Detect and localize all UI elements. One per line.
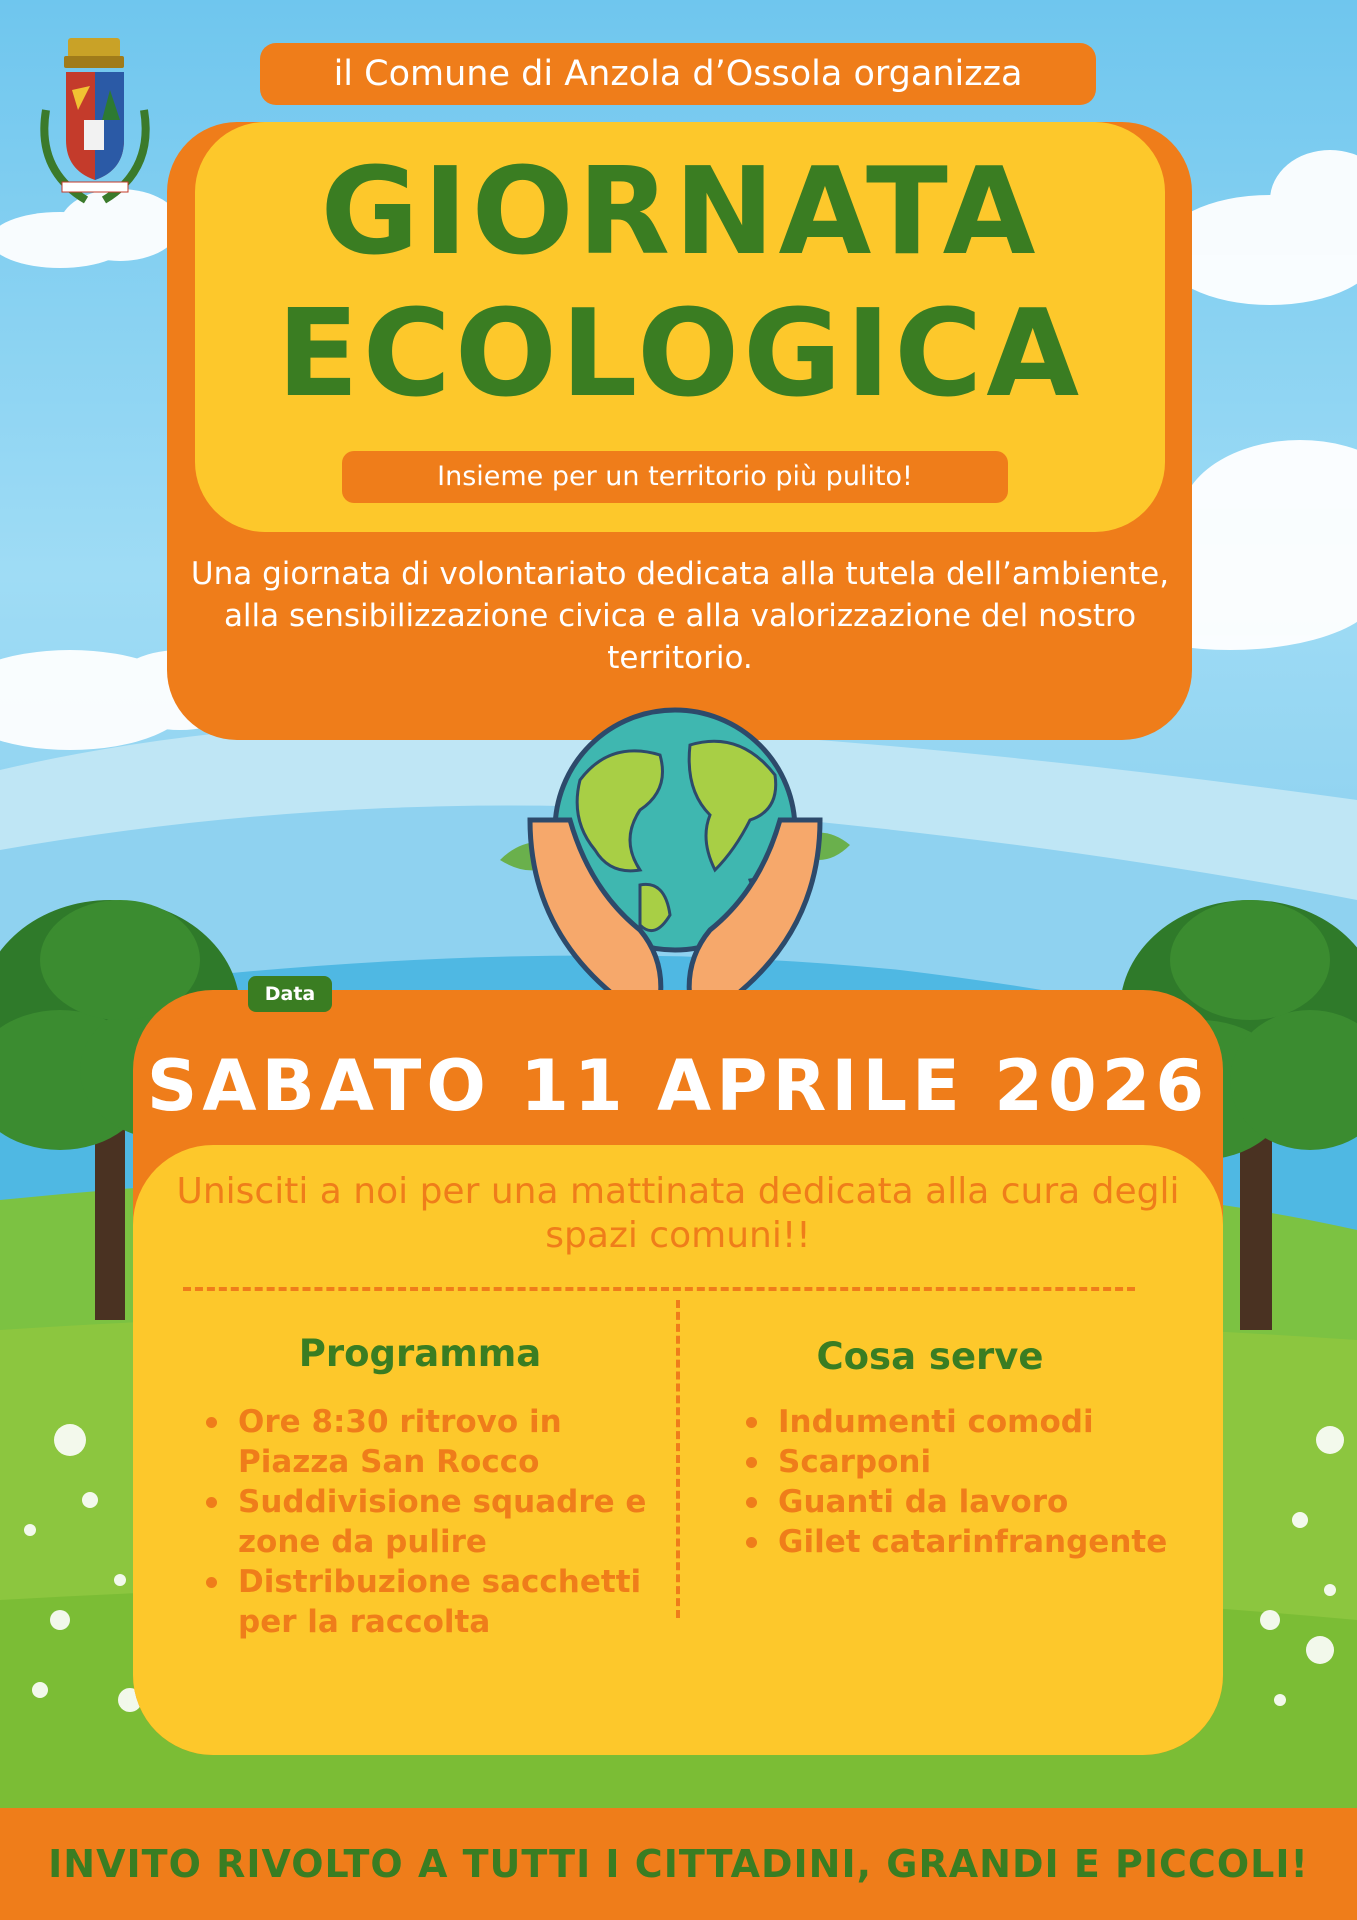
list-item: Ore 8:30 ritrovo in Piazza San Rocco xyxy=(200,1402,670,1482)
list-item: Suddivisione squadre e zone da pulire xyxy=(200,1482,670,1562)
tagline: Insieme per un territorio più pulito! xyxy=(342,451,1008,503)
crest-icon xyxy=(26,30,164,218)
cosa-serve-list xyxy=(740,1402,1170,1562)
event-title-line1: GIORNATA xyxy=(320,143,1040,282)
programma-heading: Programma xyxy=(298,1332,542,1375)
date-tag: Data xyxy=(248,976,332,1012)
globe-hands-icon xyxy=(490,700,860,1030)
dashed-divider xyxy=(183,1287,1135,1291)
list-item: Gilet catarinfrangente xyxy=(740,1522,1170,1562)
invite-text: Unisciti a noi per una mattinata dedicata alla cura degli spazi comuni!! xyxy=(176,1171,1180,1256)
list-item: Scarponi xyxy=(740,1442,1170,1482)
list-item: Distribuzione sacchetti per la raccolta xyxy=(200,1562,670,1642)
event-title-line2: ECOLOGICA xyxy=(276,285,1084,424)
list-item: Indumenti comodi xyxy=(740,1402,1170,1442)
programma-list xyxy=(200,1402,670,1642)
column-divider xyxy=(676,1300,680,1618)
intro-text: Una giornata di volontariato dedicata alla tutela dell’ambiente, alla sensibilizzazione civica e alla valorizzazione del nostro territorio. xyxy=(190,556,1170,676)
event-date: SABATO 11 APRILE 2026 xyxy=(146,1045,1210,1127)
cosa-serve-heading: Cosa serve xyxy=(816,1335,1044,1378)
footer-text: INVITO RIVOLTO A TUTTI I CITTADINI, GRANDI E PICCOLI! xyxy=(48,1842,1309,1886)
list-item: Guanti da lavoro xyxy=(740,1482,1170,1522)
organizer-label: il Comune di Anzola d’Ossola organizza xyxy=(260,43,1096,105)
